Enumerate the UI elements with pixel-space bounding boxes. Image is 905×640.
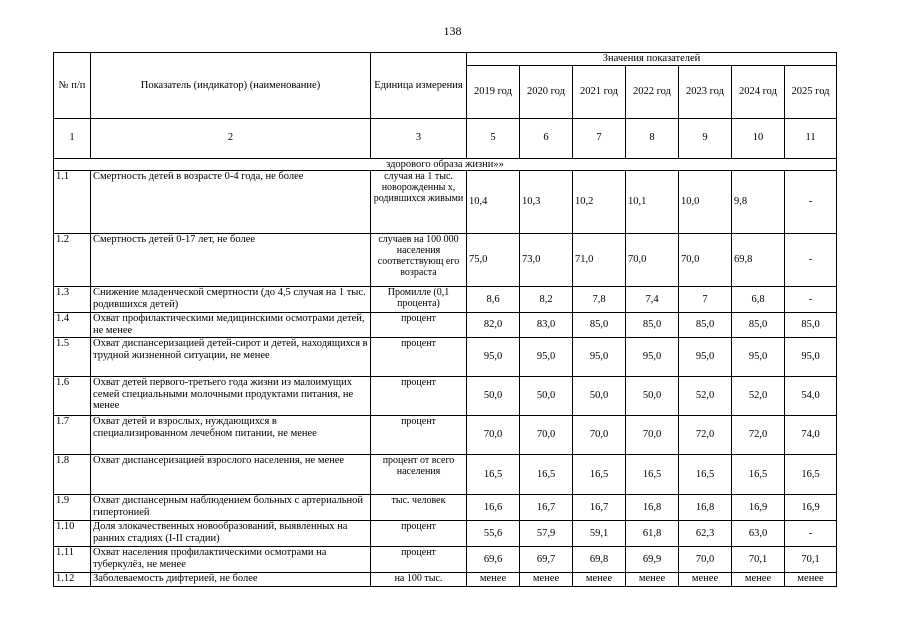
value-cell: 9,8: [732, 171, 785, 234]
row-number: 1.6: [54, 377, 91, 416]
value-cell: 70,1: [732, 547, 785, 573]
value-cell: 50,0: [467, 377, 520, 416]
unit-of-measure: процент: [371, 338, 467, 377]
value-cell: 10,1: [626, 171, 679, 234]
value-cell: 50,0: [626, 377, 679, 416]
row-number: 1.10: [54, 521, 91, 547]
table-row: [54, 377, 837, 416]
value-cell: 59,1: [573, 521, 626, 547]
value-cell: 95,0: [732, 338, 785, 377]
column-number: 2: [91, 118, 371, 158]
value-cell: 7,4: [626, 287, 679, 313]
value-cell: 69,8: [573, 547, 626, 573]
value-cell: 69,7: [520, 547, 573, 573]
header-year-2020: 2020 год: [520, 65, 573, 118]
table-row: [54, 171, 837, 234]
unit-of-measure: процент от всего населения: [371, 455, 467, 495]
row-number: 1.1: [54, 171, 91, 234]
value-cell: 95,0: [785, 338, 837, 377]
value-cell: менее: [785, 573, 837, 587]
value-cell: -: [785, 234, 837, 287]
column-number: 5: [467, 118, 520, 158]
indicator-name: Снижение младенческой смертности (до 4,5 случая на 1 тыс. родившихся детей): [91, 287, 371, 313]
table-row: [54, 455, 837, 495]
value-cell: 16,8: [626, 495, 679, 521]
header-year-2023: 2023 год: [679, 65, 732, 118]
value-cell: 16,5: [785, 455, 837, 495]
column-number: 10: [732, 118, 785, 158]
value-cell: 8,6: [467, 287, 520, 313]
indicator-name: Охват диспансеризацией детей-сирот и детей, находящихся в трудной жизненной ситуации, не менее: [91, 338, 371, 377]
value-cell: менее: [732, 573, 785, 587]
value-cell: 69,6: [467, 547, 520, 573]
header-indicator: Показатель (индикатор) (наименование): [91, 53, 371, 119]
table-row: [54, 234, 837, 287]
section-caption: здорового образа жизни»»: [54, 158, 837, 171]
value-cell: 16,6: [467, 495, 520, 521]
value-cell: 16,9: [785, 495, 837, 521]
value-cell: 75,0: [467, 234, 520, 287]
value-cell: 85,0: [573, 313, 626, 338]
row-number: 1.9: [54, 495, 91, 521]
indicator-name: Охват детей первого-третьего года жизни из малоимущих семей специальными молочными продуктами питания, не менее: [91, 377, 371, 416]
column-number: 11: [785, 118, 837, 158]
value-cell: 16,9: [732, 495, 785, 521]
table-row: [54, 495, 837, 521]
value-cell: 16,5: [573, 455, 626, 495]
value-cell: 85,0: [732, 313, 785, 338]
unit-of-measure: случаев на 100 000 населения соответствующ его возраста: [371, 234, 467, 287]
value-cell: 57,9: [520, 521, 573, 547]
value-cell: менее: [626, 573, 679, 587]
value-cell: 55,6: [467, 521, 520, 547]
indicator-name: Смертность детей в возрасте 0-4 года, не более: [91, 171, 371, 234]
header-unit: Единица измерения: [371, 53, 467, 119]
value-cell: 63,0: [732, 521, 785, 547]
row-number: 1.2: [54, 234, 91, 287]
value-cell: 50,0: [573, 377, 626, 416]
indicator-name: Смертность детей 0-17 лет, не более: [91, 234, 371, 287]
value-cell: менее: [520, 573, 573, 587]
value-cell: 70,0: [626, 234, 679, 287]
unit-of-measure: процент: [371, 416, 467, 455]
value-cell: 70,0: [520, 416, 573, 455]
value-cell: 72,0: [732, 416, 785, 455]
unit-of-measure: процент: [371, 377, 467, 416]
value-cell: 73,0: [520, 234, 573, 287]
header-year-2024: 2024 год: [732, 65, 785, 118]
value-cell: 69,9: [626, 547, 679, 573]
page-number: 138: [443, 24, 462, 38]
unit-of-measure: на 100 тыс.: [371, 573, 467, 587]
indicator-name: Охват населения профилактическими осмотрами на туберкулёз, не менее: [91, 547, 371, 573]
column-number: 6: [520, 118, 573, 158]
table-row: [54, 416, 837, 455]
value-cell: 54,0: [785, 377, 837, 416]
row-number: 1.5: [54, 338, 91, 377]
unit-of-measure: Промилле (0,1 процента): [371, 287, 467, 313]
value-cell: 69,8: [732, 234, 785, 287]
row-number: 1.7: [54, 416, 91, 455]
value-cell: 70,0: [626, 416, 679, 455]
column-number: 7: [573, 118, 626, 158]
value-cell: 16,5: [679, 455, 732, 495]
header-year-2019: 2019 год: [467, 65, 520, 118]
value-cell: 16,7: [573, 495, 626, 521]
value-cell: 16,8: [679, 495, 732, 521]
value-cell: менее: [467, 573, 520, 587]
row-number: 1.4: [54, 313, 91, 338]
table-row: [54, 338, 837, 377]
value-cell: 70,0: [679, 234, 732, 287]
indicator-name: Доля злокачественных новообразований, выявленных на ранних стадиях (I-II стадии): [91, 521, 371, 547]
header-values-group: Значения показателей: [467, 53, 837, 66]
table-row: [54, 313, 837, 338]
value-cell: 85,0: [785, 313, 837, 338]
value-cell: 10,4: [467, 171, 520, 234]
indicator-name: Охват детей и взрослых, нуждающихся в специализированном лечебном питании, не менее: [91, 416, 371, 455]
row-number: 1.8: [54, 455, 91, 495]
column-number: 9: [679, 118, 732, 158]
indicator-name: Заболеваемость дифтерией, не более: [91, 573, 371, 587]
value-cell: 50,0: [520, 377, 573, 416]
value-cell: 6,8: [732, 287, 785, 313]
value-cell: 16,5: [626, 455, 679, 495]
value-cell: 70,1: [785, 547, 837, 573]
value-cell: -: [785, 287, 837, 313]
value-cell: 10,3: [520, 171, 573, 234]
value-cell: 16,5: [467, 455, 520, 495]
value-cell: 61,8: [626, 521, 679, 547]
value-cell: 85,0: [626, 313, 679, 338]
value-cell: 83,0: [520, 313, 573, 338]
value-cell: 62,3: [679, 521, 732, 547]
column-number: 8: [626, 118, 679, 158]
value-cell: менее: [573, 573, 626, 587]
unit-of-measure: случая на 1 тыс. новорожденны х, родившихся живыми: [371, 171, 467, 234]
value-cell: -: [785, 521, 837, 547]
indicators-table: [53, 52, 837, 587]
row-number: 1.3: [54, 287, 91, 313]
value-cell: -: [785, 171, 837, 234]
value-cell: 70,0: [679, 547, 732, 573]
value-cell: 70,0: [573, 416, 626, 455]
value-cell: 7: [679, 287, 732, 313]
header-year-2025: 2025 год: [785, 65, 837, 118]
column-number: 1: [54, 118, 91, 158]
value-cell: 95,0: [626, 338, 679, 377]
row-number: 1.11: [54, 547, 91, 573]
table-row: [54, 573, 837, 587]
value-cell: 72,0: [679, 416, 732, 455]
value-cell: 16,5: [520, 455, 573, 495]
value-cell: 74,0: [785, 416, 837, 455]
table-row: [54, 521, 837, 547]
value-cell: 95,0: [467, 338, 520, 377]
unit-of-measure: тыс. человек: [371, 495, 467, 521]
row-number: 1.12: [54, 573, 91, 587]
value-cell: 85,0: [679, 313, 732, 338]
value-cell: 71,0: [573, 234, 626, 287]
indicator-name: Охват диспансеризацией взрослого населения, не менее: [91, 455, 371, 495]
value-cell: 16,5: [732, 455, 785, 495]
value-cell: 95,0: [520, 338, 573, 377]
value-cell: 16,7: [520, 495, 573, 521]
table-row: [54, 287, 837, 313]
column-number: 3: [371, 118, 467, 158]
header-no: № п/п: [54, 53, 91, 119]
indicator-name: Охват диспансерным наблюдением больных с артериальной гипертонией: [91, 495, 371, 521]
value-cell: менее: [679, 573, 732, 587]
value-cell: 95,0: [573, 338, 626, 377]
unit-of-measure: процент: [371, 313, 467, 338]
value-cell: 82,0: [467, 313, 520, 338]
value-cell: 52,0: [732, 377, 785, 416]
value-cell: 52,0: [679, 377, 732, 416]
indicator-name: Охват профилактическими медицинскими осмотрами детей, не менее: [91, 313, 371, 338]
value-cell: 10,2: [573, 171, 626, 234]
value-cell: 10,0: [679, 171, 732, 234]
value-cell: 7,8: [573, 287, 626, 313]
header-year-2022: 2022 год: [626, 65, 679, 118]
header-year-2021: 2021 год: [573, 65, 626, 118]
unit-of-measure: процент: [371, 521, 467, 547]
unit-of-measure: процент: [371, 547, 467, 573]
table-row: [54, 547, 837, 573]
value-cell: 70,0: [467, 416, 520, 455]
value-cell: 95,0: [679, 338, 732, 377]
value-cell: 8,2: [520, 287, 573, 313]
